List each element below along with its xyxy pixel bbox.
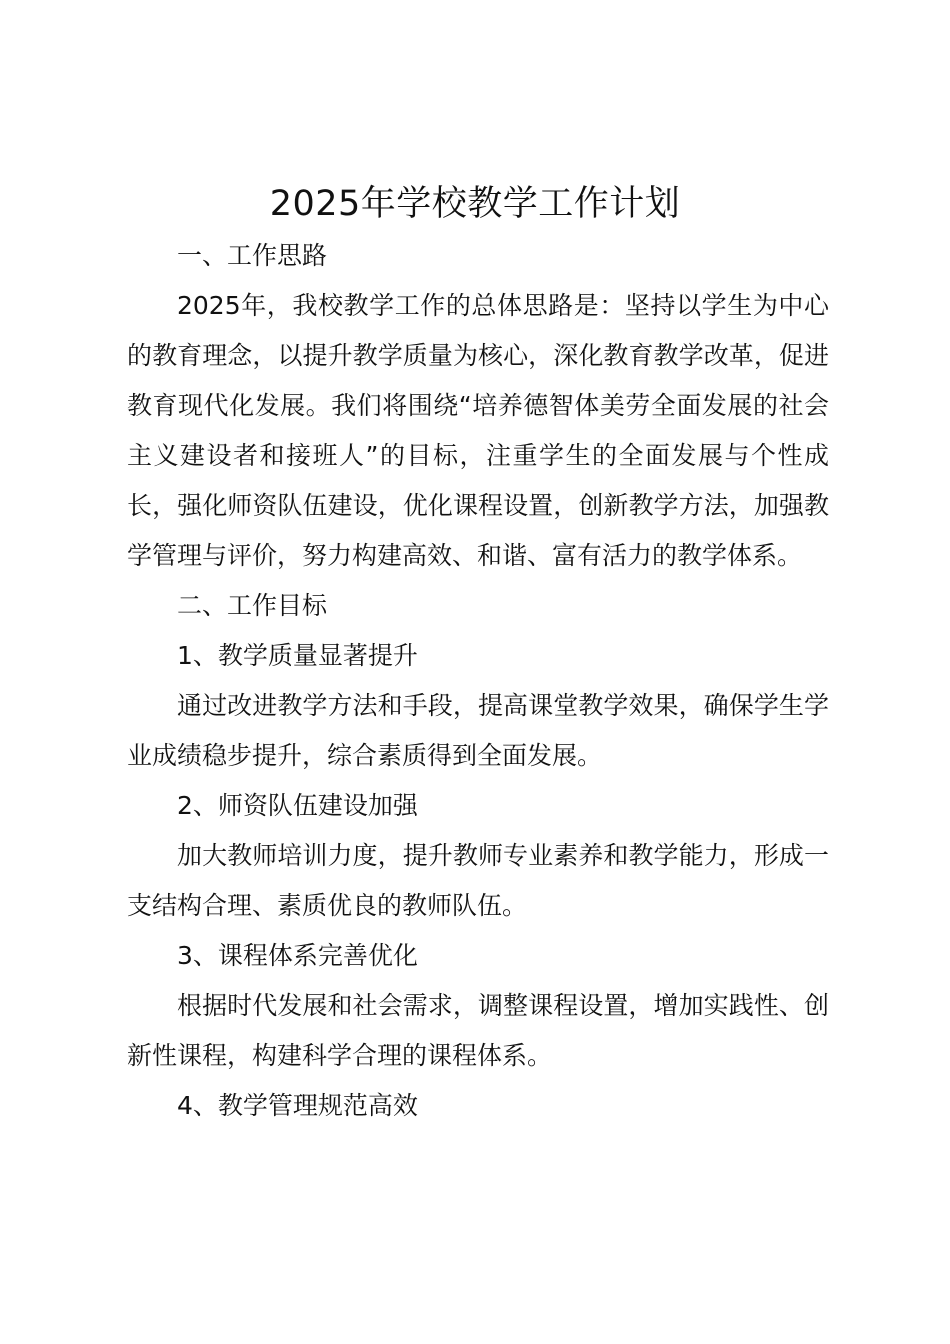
goal-paragraph-3: 根据时代发展和社会需求，调整课程设置，增加实践性、创新性课程，构建科学合理的课程体系。 (127, 991, 829, 1070)
goal-heading-1: 1、教学质量显著提升 (177, 641, 418, 670)
document-title: 2025年学校教学工作计划 (269, 184, 681, 224)
approach-paragraph: 2025年，我校教学工作的总体思路是：坚持以学生为中心的教育理念，以提升教学质量为核心，深化教育教学改革，促进教育现代化发展。我们将围绕“培养德智体美劳全面发展的社会主义建设者和接班人”的目标，注重学生的全面发展与个性成长，强化师资队伍建设，优化课程设置，创新教学方法，加强教学管理与评价，努力构建高效、和谐、富有活力的教学体系。 (127, 291, 829, 570)
goal-paragraph-1: 通过改进教学方法和手段，提高课堂教学效果，确保学生学业成绩稳步提升，综合素质得到全面发展。 (127, 691, 829, 770)
document-body (127, 231, 829, 1131)
goal-paragraph-2: 加大教师培训力度，提升教师专业素养和教学能力，形成一支结构合理、素质优良的教师队伍。 (127, 841, 829, 920)
section-heading-approach: 一、工作思路 (177, 241, 328, 270)
goal-heading-2: 2、师资队伍建设加强 (177, 791, 418, 820)
goal-heading-4: 4、教学管理规范高效 (177, 1091, 418, 1120)
goal-heading-3: 3、课程体系完善优化 (177, 941, 418, 970)
section-heading-goals: 二、工作目标 (177, 591, 328, 620)
